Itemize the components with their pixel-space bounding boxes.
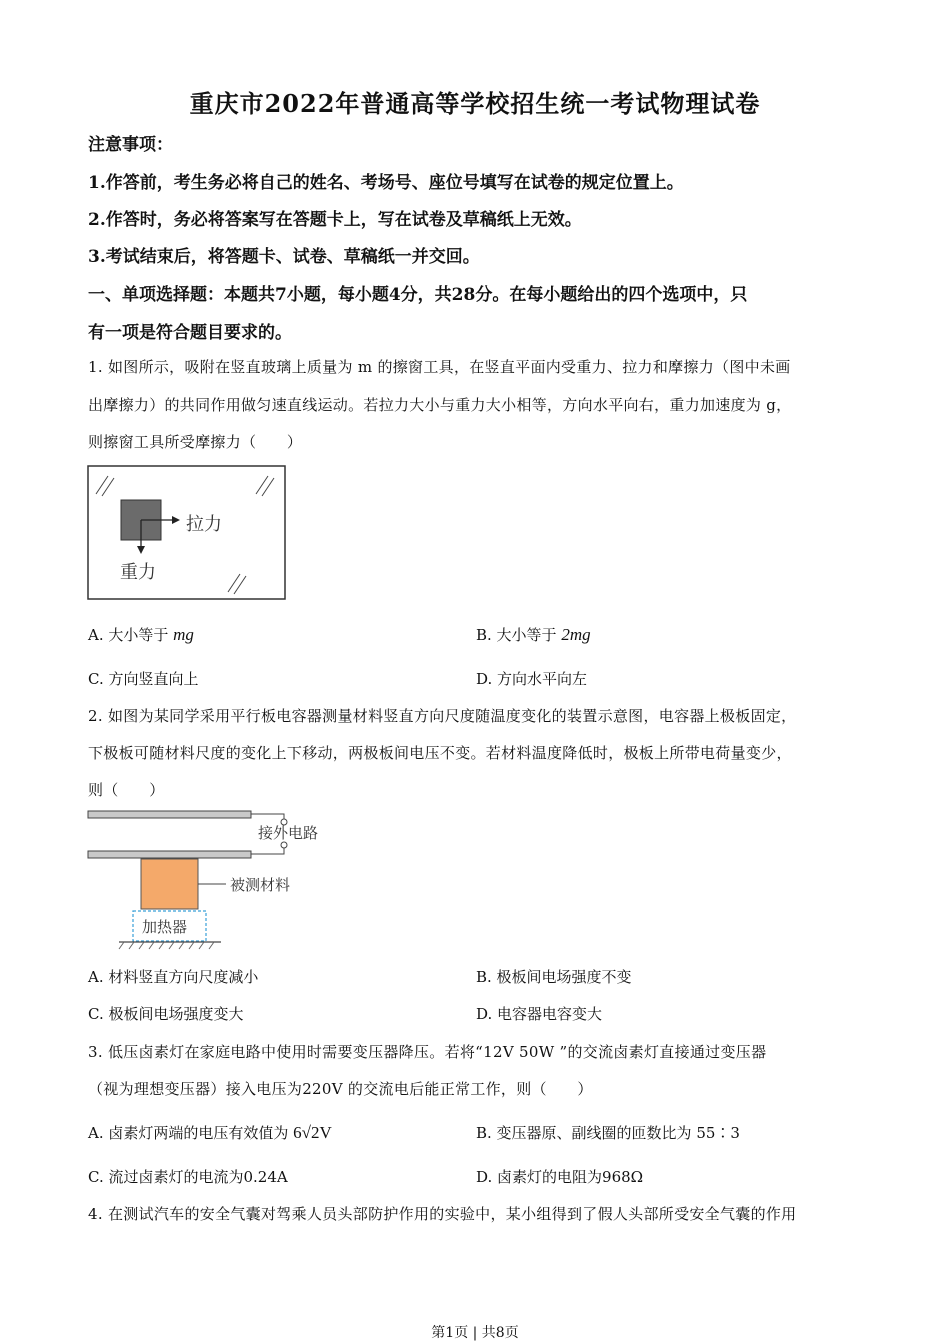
q1-line1: 1. 如图所示，吸附在竖直玻璃上质量为 m 的擦窗工具，在竖直平面内受重力、拉力和摩擦力（图中未画: [88, 358, 791, 376]
q1-line3: 则擦窗工具所受摩擦力（ ）: [88, 433, 303, 451]
material-block: [141, 859, 198, 909]
circuit-label: 接外电路: [258, 824, 319, 842]
q2-option-a: A. 材料竖直方向尺度减小: [88, 968, 259, 986]
pull-arrow-head: [172, 516, 180, 524]
lower-wire: [251, 848, 284, 854]
notes-heading: 注意事项：: [88, 135, 173, 155]
q1-figure: [86, 464, 290, 602]
q2-line3: 则（ ）: [88, 781, 165, 799]
note-item-2: 2.作答时，务必将答案写在答题卡上，写在试卷及草稿纸上无效。: [88, 210, 582, 230]
upper-wire: [251, 814, 284, 819]
ground-hatch: [119, 942, 214, 949]
q3-option-a: [88, 1122, 332, 1143]
q3-line2: （视为理想变压器）接入电压为220V 的交流电后能正常工作，则（ ）: [88, 1080, 593, 1098]
lower-plate: [88, 851, 251, 858]
lower-terminal: [281, 842, 287, 848]
q1-option-c: C. 方向竖直向上: [88, 670, 199, 688]
q3-option-d: D. 卤素灯的电阻为968Ω: [476, 1168, 644, 1186]
q2-line2: 下极板可随材料尺度的变化上下移动，两极板间电压不变。若材料温度降低时，极板上所带电荷量变少，: [88, 744, 792, 762]
gravity-label: 重力: [120, 562, 156, 583]
gravity-arrow-head: [137, 546, 145, 554]
q1-line2: 出摩擦力）的共同作用做匀速直线运动。若拉力大小与重力大小相等，方向水平向右，重力加速度为 g，: [88, 396, 792, 414]
note-item-3: 3.考试结束后，将答题卡、试卷、草稿纸一并交回。: [88, 247, 480, 267]
q2-option-b: B. 极板间电场强度不变: [476, 968, 632, 986]
section1-line2: 有一项是符合题目要求的。: [88, 323, 292, 343]
q3-line1: 3. 低压卤素灯在家庭电路中使用时需要变压器降压。若将“12V 50W ”的交流卤素灯直接通过变压器: [88, 1043, 767, 1061]
upper-plate: [88, 811, 251, 818]
q4-line1: 4. 在测试汽车的安全气囊对驾乘人员头部防护作用的实验中，某小组得到了假人头部所受安全气囊的作用: [88, 1205, 797, 1223]
q3-option-c: C. 流过卤素灯的电流为0.24A: [88, 1168, 288, 1186]
note-item-1: 1.作答前，考生务必将自己的姓名、考场号、座位号填写在试卷的规定位置上。: [88, 173, 684, 193]
q1-option-a-text: A. 大小等于: [88, 626, 169, 644]
q1-option-a-math: mg: [173, 625, 194, 644]
section1-line1: 一、单项选择题：本题共7小题，每小题4分，共28分。在每小题给出的四个选项中，只: [88, 285, 748, 305]
q2-line1: 2. 如图为某同学采用平行板电容器测量材料竖直方向尺度随温度变化的装置示意图，电容器上极板固定，: [88, 707, 797, 725]
q2-figure: [86, 804, 346, 954]
pull-label: 拉力: [186, 514, 222, 535]
q2-option-d: D. 电容器电容变大: [476, 1005, 603, 1023]
q1-option-d: D. 方向水平向左: [476, 670, 588, 688]
page-footer: 第1页 | 共8页: [431, 1325, 519, 1341]
q1-option-b-text: B. 大小等于: [476, 626, 557, 644]
page-title: 重庆市2022年普通高等学校招生统一考试物理试卷: [189, 89, 761, 118]
q3-option-a-text: A. 卤素灯两端的电压有效值为: [88, 1124, 289, 1142]
q1-option-b-math: 2mg: [561, 625, 591, 644]
q1-option-b: [476, 624, 591, 645]
q3-option-b: B. 变压器原、副线圈的匝数比为 55∶3: [476, 1124, 740, 1142]
q2-option-c: C. 极板间电场强度变大: [88, 1005, 244, 1023]
heater-label: 加热器: [142, 918, 188, 936]
material-label: 被测材料: [230, 876, 291, 894]
q3-option-a-math: 6√2V: [293, 1123, 332, 1142]
q1-option-a: [88, 624, 194, 645]
